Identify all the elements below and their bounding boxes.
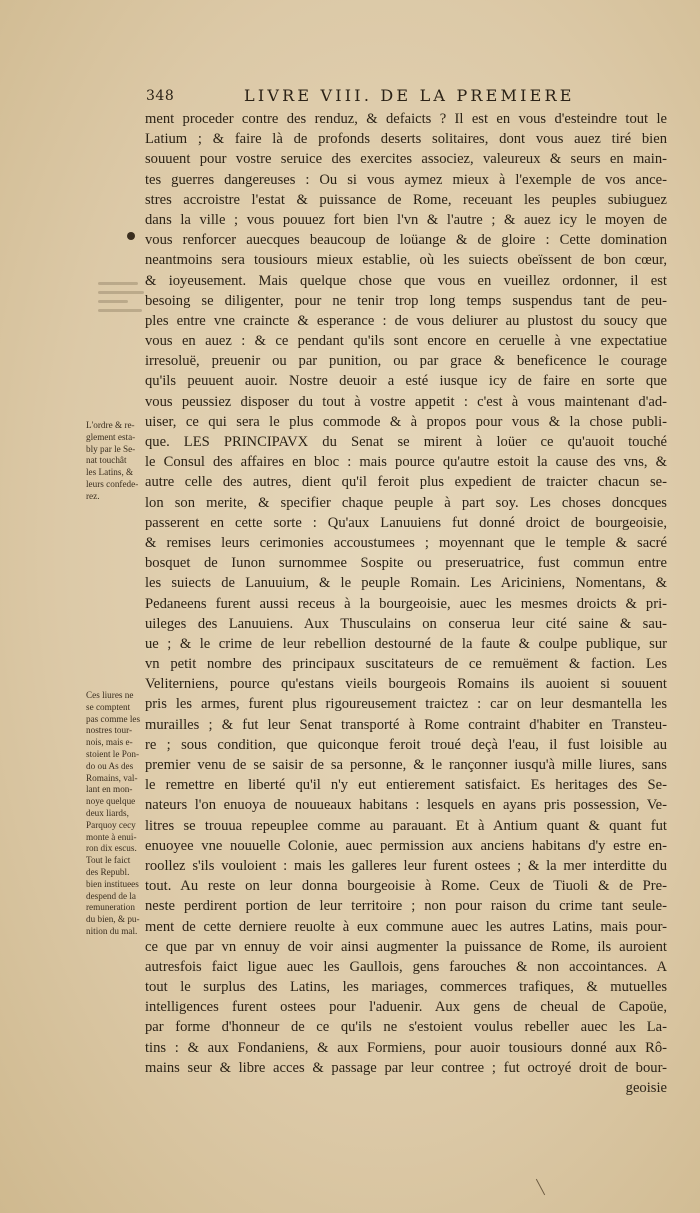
text-line: les suiects de Lanuuium, & le peuple Romain. Les Ariciniens, Nomentans, &	[145, 575, 667, 592]
margin-note-line: noye quelque	[86, 796, 136, 807]
stray-ink-mark	[536, 1179, 545, 1195]
margin-note-line: leurs confede-	[86, 478, 139, 489]
text-line: tes guerres dangereuses : Ou si vous aymez mieux à l'exemple de vos ance-	[145, 171, 667, 188]
text-line: autresfois faict ligue auec les Gaullois, gens farouches & non accointances. A	[145, 958, 667, 975]
text-line: ment proceder contre des renduz, & defaicts ? Il est en vous d'esteindre tout le	[145, 111, 667, 127]
text-line: vous peussiez disposer du tout à vostre appetit : c'est à vous maintenant d'ad-	[145, 393, 667, 410]
text-line: ue ; & le crime de leur rebellion destourné de la faute & coulpe publique, sur	[145, 635, 667, 652]
text-line: que. LES PRINCIPAVX du Senat se mirent à loüer ce qu'auoit touché	[145, 434, 667, 450]
text-line: intelligences furent ostees pour l'aduenir. Aux gens de cheual de Capoüe,	[145, 999, 667, 1016]
margin-note-line: se comptent	[86, 701, 131, 712]
margin-note-line: pas comme les	[86, 713, 141, 724]
text-line: pris les armes, furent plus rigoureusement traictez : car on leur desmantella les	[145, 696, 667, 713]
margin-note-line: les Latins, &	[86, 467, 134, 478]
margin-note-livres	[86, 690, 150, 938]
margin-note-line: lant en mon-	[86, 784, 133, 795]
text-line: tins : & aux Fondaniens, & aux Formiens, pour auoir tousiours donné aux Rô-	[145, 1039, 667, 1056]
text-line: bosquet de Iunon surnommee Sospite ou preseruatrice, fust commun entre	[145, 555, 667, 572]
page-number: 348	[146, 88, 175, 104]
margin-note-line: nition du mal.	[86, 925, 138, 936]
text-line: litres se trouua repeuplee comme au parauant. Et à Antium quant & quant fut	[145, 817, 667, 834]
margin-note-line: nois, mais e-	[86, 737, 133, 748]
margin-note-line: Tout le faict	[86, 855, 131, 866]
text-line: le remettre en liberté qu'il n'y eut entierement satisfaict. Es heritages des Se-	[145, 777, 667, 794]
text-line: ment de cette derniere reuolte à eux commune auec les autres Latins, mais pour-	[145, 918, 667, 935]
text-line: vn petit nombre des principaux suscitateurs de ce remuëment & faction. Les	[145, 656, 667, 673]
text-line: murailles ; & fut leur Senat transporté à Rome contraint d'habiter en Transteu-	[145, 716, 667, 733]
faded-margin-note	[98, 276, 148, 330]
text-line: autre celle des autres, dient qu'il feroit plus expedient de traicter chacun se-	[145, 474, 667, 491]
text-line: vous en auez : & ce pendant qu'ils sont encore en ceruelle à vne expectatiue	[145, 333, 667, 350]
text-line: souuent pour vostre seruice des exercites associez, valeureux & seurs en main-	[145, 151, 667, 168]
text-line: Pedaneens furent aussi receus à la bourgeoisie, auec les mesmes droicts & pri-	[145, 595, 667, 612]
margin-note-line: bly par le Se-	[86, 443, 136, 454]
margin-note-line: Romains, val-	[86, 772, 138, 783]
text-line: Latium ; & faire là de profonds deserts solitaires, dont vous auez tiré bien	[145, 131, 667, 148]
text-line: irresoluë, preuenir ou par punition, ou par grace & beneficence le courage	[145, 353, 667, 370]
text-line: ce que par vn ennuy de voir ainsi augmenter la puissance de Rome, ils auroient	[145, 938, 667, 955]
text-line: par forme d'honneur de ce qu'ils ne s'estoient voulus rebeller auec les La-	[145, 1019, 667, 1036]
text-line: stres accroistre l'estat & puissance de Rome, receuant les peuples subiuguez	[145, 191, 667, 208]
text-line: & ioyeusement. Mais quelque chose que vous en vueillez ordonner, il est	[145, 272, 667, 289]
margin-note-line: du bien, & pu-	[86, 914, 140, 925]
text-line: le Consul des affaires en bloc : mais pource qu'autre estoit la cause des vns, &	[145, 454, 667, 471]
margin-note-line: Parquoy cecy	[86, 819, 136, 830]
text-line: & remises leurs cerimonies accoustumees ; moyennant que le temple & sacré	[145, 534, 667, 551]
text-line: tout. Au reste on leur donna bourgeoisie à Rome. Ceux de Tiuoli & de Pre-	[145, 878, 667, 895]
text-line: dans la ville ; vous pouuez fort bien l'vn & l'autre ; & auez icy le moyen de	[145, 211, 667, 228]
margin-note-line: despend de la	[86, 890, 137, 901]
text-line: besoing se diligenter, pour ne tenir trop long temps suspendus tant de peu-	[145, 292, 667, 309]
text-line: lon son merite, & specifier chaque peuple à part soy. Les choses doncques	[145, 494, 667, 511]
text-line: Veliterniens, pource qu'estans vieils bourgeois Romains ils auoient si souuent	[145, 676, 667, 693]
text-line: qu'ils peuuent auoir. Nostre deuoir a esté iusque icy de faire en sorte que	[145, 373, 667, 390]
margin-note-line: remuneration	[86, 902, 135, 913]
text-line: premier venu de se saisir de sa personne, & le rançonner iusqu'à mille liures, sans	[145, 757, 667, 773]
text-line: neantmoins sera tousiours mieux establie, où les suiects obeïssent de bon cœur,	[145, 252, 667, 269]
page-header	[146, 88, 666, 110]
margin-note-line: ron dix escus.	[86, 843, 137, 854]
margin-note-line: do ou As des	[86, 760, 134, 771]
text-line: vous renforcer auecques beaucoup de loüange & de gloire : Cette domination	[145, 232, 667, 249]
margin-note-line: rez.	[86, 490, 100, 501]
margin-note-line: bien instituees	[86, 878, 139, 889]
text-line: re ; sous condition, que quiconque feroit troué deçà l'eau, il fust loisible au	[145, 736, 667, 753]
text-line: uileges des Lanuuiens. Aux Thusculains on conserua leur cité saine & sau-	[145, 615, 667, 632]
margin-note-line: L'ordre & re-	[86, 420, 135, 430]
margin-note-line: deux liards,	[86, 807, 129, 818]
text-line: enuoyee vne nouuelle Colonie, auec permission aux anciens habitans d'y estre en-	[145, 837, 667, 854]
body-text	[145, 109, 667, 1098]
margin-note-senate-order	[86, 420, 150, 503]
running-head: LIVRE VIII. DE LA PREMIERE	[244, 86, 575, 105]
text-line: nateurs l'on enuoya de nouueaux habitans : lesquels en ayans pris possession, Ve-	[145, 797, 667, 814]
margin-note-line: stoient le Pon-	[86, 748, 140, 759]
margin-note-line: nostres tour-	[86, 725, 133, 736]
text-line: ples entre vne craincte & esperance : de vous deliurer au plustost du soucy que	[145, 312, 667, 329]
text-line: geoisie	[625, 1080, 667, 1096]
margin-note-line: glement esta-	[86, 431, 136, 442]
text-line: uiser, ce qui sera le plus commode & à propos pour vous & la chose publi-	[145, 413, 667, 430]
text-line: tout le surplus des Latins, les mariages, commerces trafiques, & mutuelles	[145, 979, 667, 996]
margin-note-line: Ces liures ne	[86, 690, 134, 700]
text-line: mains seur & libre acces & passage par leur contree ; fut octroyé droit de bour-	[145, 1059, 667, 1076]
margin-note-line: nat touchât	[86, 455, 127, 466]
text-line: passerent en cette sorte : Qu'aux Lanuuiens fut donné droict de bourgeoisie,	[145, 514, 667, 531]
text-line: neste perdirent portion de leur territoire ; non pour raison du crime tant seule-	[145, 898, 667, 915]
margin-note-line: des Republ.	[86, 866, 130, 877]
margin-note-line: monte à enui-	[86, 831, 137, 842]
ink-dot-mark	[127, 232, 135, 240]
text-line: roollez s'ils vouloient : mais les galleres leur furent ostees ; & la mer interditte du	[145, 857, 667, 874]
